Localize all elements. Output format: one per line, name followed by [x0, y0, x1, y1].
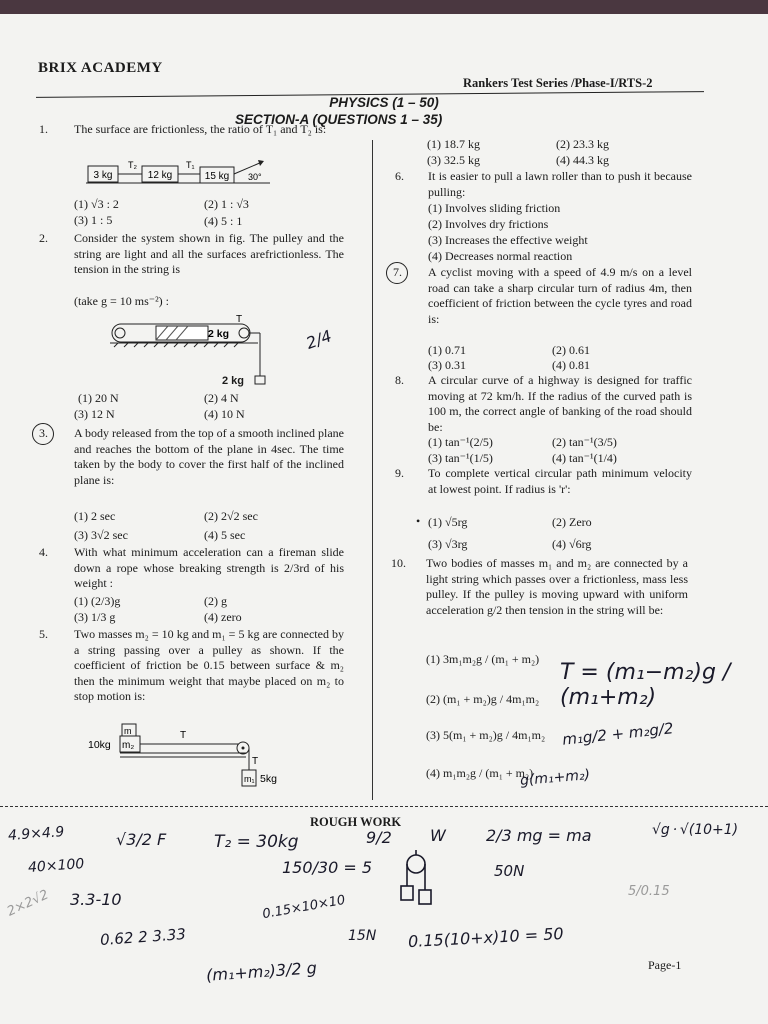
q5-label-mass2: 10kg: [88, 739, 111, 751]
q2-option-3[interactable]: (3) 12 N: [74, 407, 115, 421]
q9-option-3[interactable]: (3) √3rg: [428, 537, 468, 551]
q7-option-4[interactable]: (4) 0.81: [552, 358, 590, 372]
rough-note-6: W: [430, 826, 446, 845]
rough-work-divider: [0, 806, 768, 808]
q3-option-1[interactable]: (1) 2 sec: [74, 509, 116, 523]
q6-text: It is easier to pull a lawn roller than to push it because pulling:: [428, 169, 692, 199]
q7-option-3[interactable]: (3) 0.31: [428, 358, 466, 372]
rough-note-11: 2×2√2: [4, 887, 52, 920]
section-title: SECTION-A (QUESTIONS 1 – 35): [235, 112, 443, 127]
q7-option-1[interactable]: (1) 0.71: [428, 343, 466, 357]
rough-note-4: T₂ = 30kg: [214, 832, 299, 852]
q9-option-4[interactable]: (4) √6rg: [552, 537, 592, 551]
svg-text:T: T: [252, 756, 259, 767]
subject-title: PHYSICS (1 – 50): [329, 95, 439, 110]
q1-option-4[interactable]: (4) 5 : 1: [204, 214, 243, 228]
rough-note-18: 5/0.15: [628, 884, 670, 899]
q3-number: 3.: [39, 426, 48, 440]
q10-option-4[interactable]: (4) m₁m₂g / (m₁ + m₂): [426, 766, 534, 780]
q5-label-mass1: 5kg: [260, 773, 277, 785]
rough-note-3: √3/2 F: [116, 830, 167, 849]
q5-label-m1: m₁: [244, 774, 255, 784]
q3-text: A body released from the top of a smooth inclined plane and reaches the bottom of the plane in 4sec. The time taken by the body to cover the first half of the inclined plane is:: [74, 426, 344, 487]
rough-note-12: 3.3-10: [70, 890, 122, 909]
handwritten-note-2-4: 2/4: [303, 326, 335, 353]
rough-note-8: √g · √(10+1): [652, 822, 739, 838]
q1-label-m2: 12 kg: [147, 170, 173, 181]
q3-option-4[interactable]: (4) 5 sec: [204, 528, 246, 542]
q4-option-2[interactable]: (2) g: [204, 594, 227, 608]
q3-option-3[interactable]: (3) 3√2 sec: [74, 528, 128, 542]
q5-figure: [86, 720, 296, 796]
handwritten-gm: g(m₁+m₂): [519, 766, 591, 790]
q4-option-1[interactable]: (1) (2/3)g: [74, 594, 121, 608]
q1-number: 1.: [39, 122, 48, 136]
q8-option-3[interactable]: (3) tan⁻¹(1/5): [428, 451, 493, 465]
q5-label-m2: m₂: [122, 740, 135, 751]
q10-number: 10.: [391, 556, 406, 570]
top-edge-band: [0, 0, 768, 14]
rough-note-10: 50N: [494, 862, 525, 880]
rough-pulley-sketch: [392, 850, 460, 920]
q10-option-3[interactable]: (3) 5(m₁ + m₂)g / 4m₁m₂: [426, 728, 546, 742]
q5-number: 5.: [39, 627, 48, 641]
q2-figure: [110, 310, 280, 394]
q2-option-4[interactable]: (4) 10 N: [204, 407, 245, 421]
q6-option-2[interactable]: (2) Involves dry frictions: [428, 217, 549, 231]
q2-option-2[interactable]: (2) 4 N: [204, 391, 239, 405]
rough-note-14: 0.62 2 3.33: [99, 925, 187, 949]
q5-label-m: m: [124, 726, 132, 736]
page-number: Page-1: [648, 958, 682, 972]
q5-label-t: T: [180, 730, 187, 741]
q2-g-note: (take g = 10 ms⁻²) :: [74, 294, 170, 308]
q10-option-2[interactable]: (2) (m₁ + m₂)g / 4m₁m₂: [426, 692, 540, 706]
handwritten-tension-formula: T = (m₁−m₂)g / (m₁+m₂): [560, 660, 731, 710]
q4-option-3[interactable]: (3) 1/3 g: [74, 610, 116, 624]
q1-label-m1: 3 kg: [93, 170, 113, 181]
rough-note-2: 40×100: [27, 856, 85, 876]
q4-number: 4.: [39, 545, 48, 559]
q9-option-1[interactable]: (1) √5rg: [428, 515, 468, 529]
q2-option-1[interactable]: (1) 20 N: [78, 391, 119, 405]
q10-option-1[interactable]: (1) 3m₁m₂g / (m₁ + m₂): [426, 652, 540, 666]
q8-option-1[interactable]: (1) tan⁻¹(2/5): [428, 435, 493, 449]
q6-option-3[interactable]: (3) Increases the effective weight: [428, 233, 588, 247]
q5-option-4[interactable]: (4) 44.3 kg: [556, 153, 609, 167]
q1-option-1[interactable]: (1) √3 : 2: [74, 197, 119, 211]
rough-work-label: ROUGH WORK: [310, 815, 402, 829]
q2-number: 2.: [39, 231, 48, 245]
q1-option-2[interactable]: (2) 1 : √3: [204, 197, 249, 211]
q1-text: The surface are frictionless, the ratio of T₁ and T₂ is:: [74, 122, 327, 136]
q1-label-angle: 30°: [248, 172, 262, 182]
institute-name: BRIX ACADEMY: [38, 60, 163, 76]
q2-label-t: T: [236, 314, 243, 325]
rough-note-13: 0.15×10×10: [261, 892, 347, 923]
q1-label-t1: T₁: [186, 160, 195, 170]
q7-text: A cyclist moving with a speed of 4.9 m/s on a level road can take a sharp circular turn of radius 4m, then coefficient of friction between the cycle tyres and road is:: [428, 265, 692, 326]
q9-number: 9.: [395, 466, 404, 480]
q8-option-2[interactable]: (2) tan⁻¹(3/5): [552, 435, 617, 449]
rough-note-15: 15N: [348, 928, 377, 944]
rough-note-17: (m₁+m₂)3/2 g: [205, 958, 318, 985]
q9-option-2[interactable]: (2) Zero: [552, 515, 592, 529]
q7-option-2[interactable]: (2) 0.61: [552, 343, 590, 357]
q5-option-3[interactable]: (3) 32.5 kg: [427, 153, 480, 167]
q7-number: 7.: [393, 265, 402, 279]
rough-note-9: 150/30 = 5: [282, 858, 373, 877]
q1-figure: [86, 156, 286, 190]
q2-label-hang: 2 kg: [222, 375, 245, 387]
rough-note-5: 9/2: [366, 828, 392, 847]
q1-option-3[interactable]: (3) 1 : 5: [74, 213, 113, 227]
rough-note-7: 2/3 mg = ma: [486, 826, 592, 845]
q6-option-4[interactable]: (4) Decreases normal reaction: [428, 249, 573, 263]
q5-text: Two masses m₂ = 10 kg and m₁ = 5 kg are connected by a string passing over a pulley as shown. If the coefficient of friction be 0.15 between surface & m₂ then the minimum weight that maybe placed on m₂ to stop motion is:: [74, 627, 344, 704]
q5-option-1[interactable]: (1) 18.7 kg: [427, 137, 480, 151]
q6-option-1[interactable]: (1) Involves sliding friction: [428, 201, 561, 215]
handwritten-weights: m₁g/2 + m₂g/2: [561, 719, 675, 749]
q1-label-t2: T₂: [128, 160, 137, 170]
q5-option-2[interactable]: (2) 23.3 kg: [556, 137, 609, 151]
rough-note-16: 0.15(10+x)10 = 50: [407, 923, 565, 952]
test-series-label: Rankers Test Series /Phase-I/RTS-2: [463, 76, 653, 90]
q2-text: Consider the system shown in fig. The pulley and the string are light and all the surfaces arefrictionless. The tension in the string is: [74, 231, 344, 277]
q8-text: A circular curve of a highway is designed for traffic moving at 72 km/h. If the radius of the curved path is 100 m, the correct angle of banking of the road should be:: [428, 373, 692, 434]
q2-label-block: 2 kg: [208, 328, 230, 340]
q8-number: 8.: [395, 373, 404, 387]
column-divider: [372, 140, 373, 800]
q4-option-4[interactable]: (4) zero: [204, 610, 242, 624]
q1-label-m3: 15 kg: [204, 171, 230, 182]
q9-selected-dot: •: [416, 514, 421, 528]
rough-note-1: 4.9×4.9: [7, 824, 65, 844]
q8-option-4[interactable]: (4) tan⁻¹(1/4): [552, 451, 617, 465]
q6-number: 6.: [395, 169, 404, 183]
q3-option-2[interactable]: (2) 2√2 sec: [204, 509, 258, 523]
q9-text: To complete vertical circular path minimum velocity at lowest point. If radius is 'r':: [428, 466, 692, 496]
q4-text: With what minimum acceleration can a fireman slide down a rope whose breaking strength is 2/3rd of his weight :: [74, 545, 344, 591]
q10-text: Two bodies of masses m₁ and m₂ are connected by a light string which passes over a frictionless, mass less pulley. If the pulley is moving upward with uniform acceleration g/2 then tension in the string will be:: [426, 556, 688, 617]
